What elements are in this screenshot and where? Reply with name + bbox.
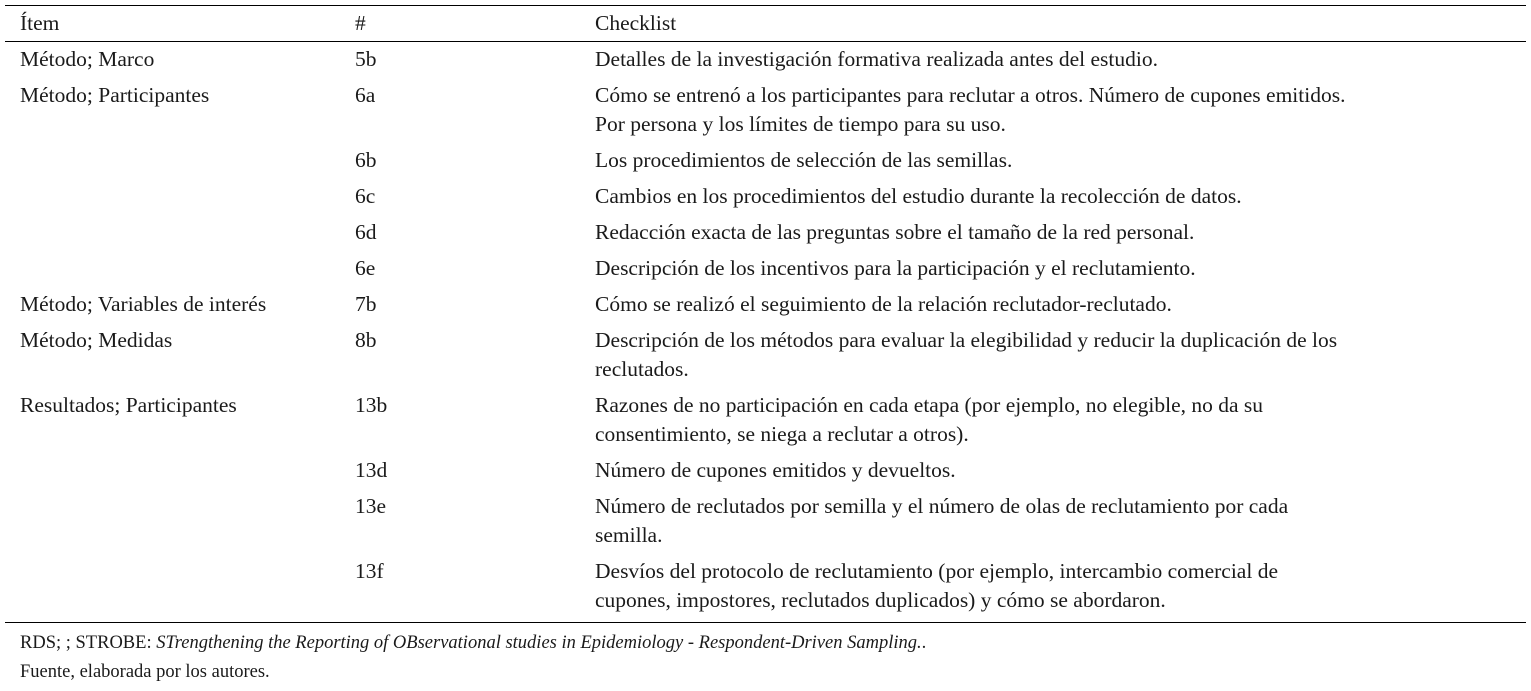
row-number: 5b — [355, 47, 377, 71]
row-checklist — [595, 45, 1525, 74]
row-number: 6c — [355, 184, 376, 208]
header-item: Ítem — [20, 11, 60, 35]
row-number: 13b — [355, 393, 388, 417]
row-item: Método; Participantes — [20, 83, 210, 107]
table-header-row — [0, 9, 1531, 39]
checklist-line: Los procedimientos de selección de las semillas. — [595, 148, 1013, 172]
header-checklist: Checklist — [595, 11, 677, 35]
abbrev-prefix: RDS; ; STROBE: — [20, 633, 157, 653]
row-number: 6d — [355, 220, 377, 244]
row-checklist — [595, 81, 1525, 139]
row-checklist — [595, 326, 1525, 384]
table-top-rule — [5, 5, 1526, 6]
row-checklist — [595, 391, 1525, 449]
table-notes — [20, 629, 926, 687]
table-header-rule — [5, 41, 1526, 42]
abbreviations-note — [20, 629, 926, 658]
checklist-line: semilla. — [595, 523, 663, 547]
row-number: 6b — [355, 148, 377, 172]
header-number: # — [355, 11, 366, 35]
row-number: 6a — [355, 83, 376, 107]
row-checklist — [595, 557, 1525, 615]
source-note: Fuente, elaborada por los autores. — [20, 662, 270, 682]
row-checklist — [595, 492, 1525, 550]
checklist-line: Número de reclutados por semilla y el número de olas de reclutamiento por cada — [595, 494, 1289, 518]
checklist-line: Detalles de la investigación formativa realizada antes del estudio. — [595, 47, 1158, 71]
row-item: Método; Variables de interés — [20, 292, 267, 316]
checklist-line: Cambios en los procedimientos del estudio durante la recolección de datos. — [595, 184, 1242, 208]
checklist-line: Cómo se realizó el seguimiento de la relación reclutador-reclutado. — [595, 292, 1172, 316]
row-number: 13f — [355, 559, 384, 583]
row-checklist — [595, 146, 1525, 175]
checklist-line: cupones, impostores, reclutados duplicados) y cómo se abordaron. — [595, 588, 1166, 612]
checklist-line: Cómo se entrenó a los participantes para reclutar a otros. Número de cupones emitidos. — [595, 83, 1346, 107]
row-item: Método; Marco — [20, 47, 155, 71]
row-checklist — [595, 182, 1525, 211]
row-number: 6e — [355, 256, 376, 280]
abbrev-italic: STrengthening the Reporting of OBservational studies in Epidemiology - Respondent-Driven Sampling. — [156, 633, 922, 653]
row-checklist — [595, 218, 1525, 247]
row-number: 8b — [355, 328, 377, 352]
row-checklist — [595, 456, 1525, 485]
checklist-line: reclutados. — [595, 357, 689, 381]
checklist-line: Razones de no participación en cada etapa (por ejemplo, no elegible, no da su — [595, 393, 1264, 417]
row-number: 13e — [355, 494, 387, 518]
row-checklist — [595, 290, 1525, 319]
row-number: 13d — [355, 458, 388, 482]
checklist-line: Descripción de los incentivos para la participación y el reclutamiento. — [595, 256, 1196, 280]
checklist-line: Número de cupones emitidos y devueltos. — [595, 458, 956, 482]
checklist-line: Desvíos del protocolo de reclutamiento (por ejemplo, intercambio comercial de — [595, 559, 1278, 583]
table-bottom-rule — [5, 622, 1526, 623]
checklist-line: consentimiento, se niega a reclutar a otros). — [595, 422, 969, 446]
row-number: 7b — [355, 292, 377, 316]
row-checklist — [595, 254, 1525, 283]
abbrev-suffix: . — [921, 633, 927, 653]
row-item: Método; Medidas — [20, 328, 173, 352]
checklist-line: Por persona y los límites de tiempo para su uso. — [595, 112, 1006, 136]
row-item: Resultados; Participantes — [20, 393, 237, 417]
checklist-line: Descripción de los métodos para evaluar la elegibilidad y reducir la duplicación de los — [595, 328, 1338, 352]
checklist-line: Redacción exacta de las preguntas sobre el tamaño de la red personal. — [595, 220, 1195, 244]
